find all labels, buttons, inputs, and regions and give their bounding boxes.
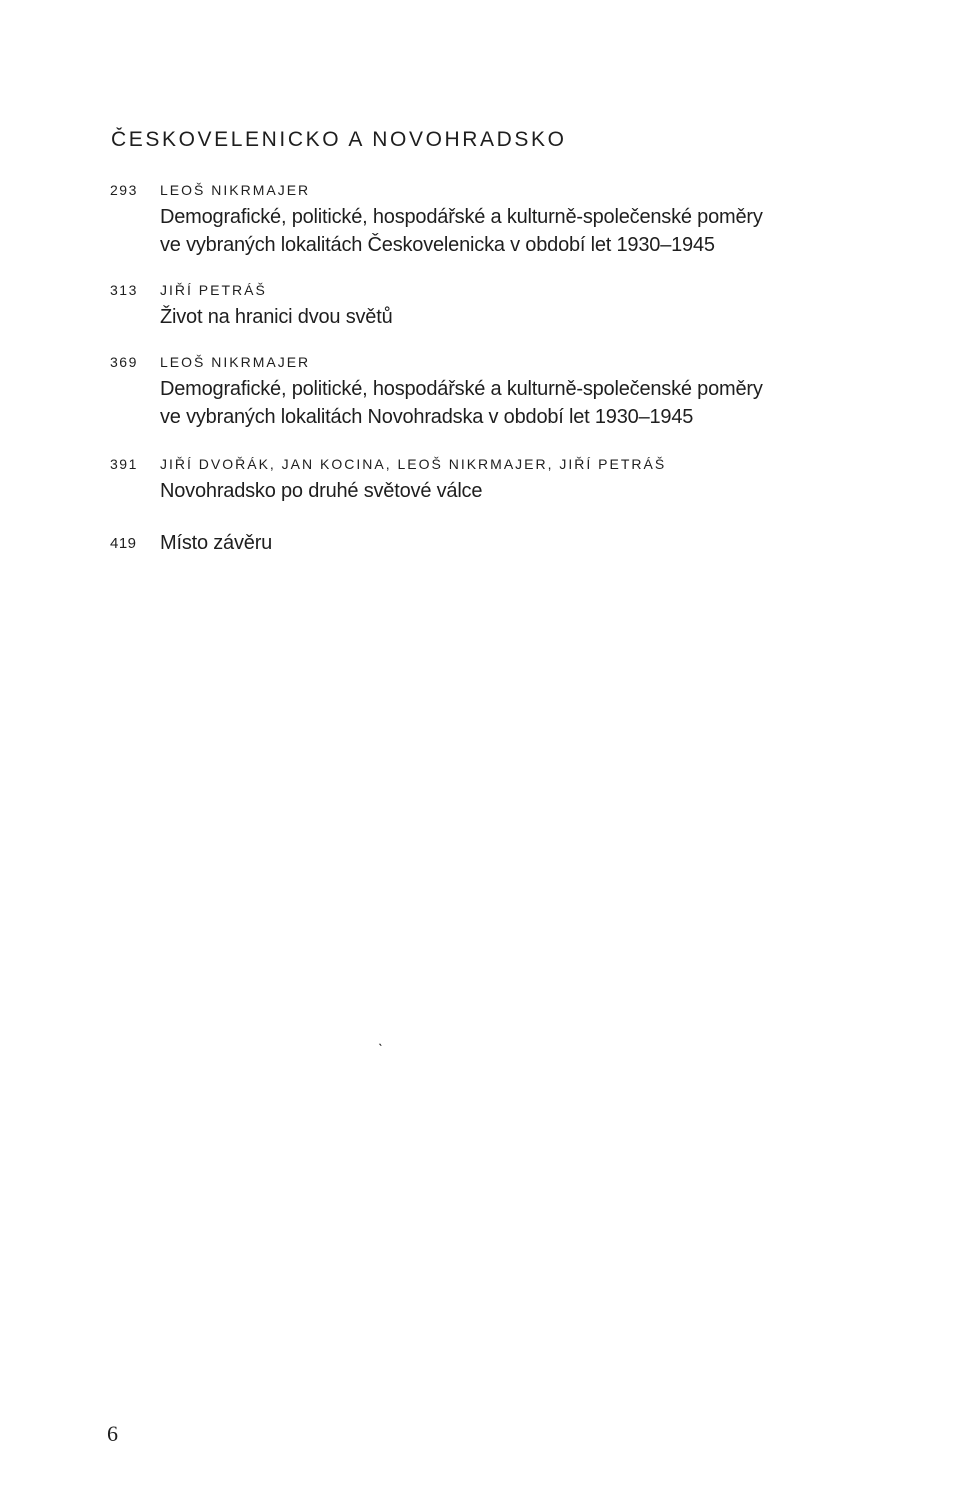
toc-page-number: 369	[110, 354, 138, 370]
toc-title	[160, 375, 763, 431]
section-heading: ČESKOVELENICKO A NOVOHRADSKO	[111, 128, 567, 151]
toc-title-line: Demografické, politické, hospodářské a kulturně-společenské poměry	[160, 206, 763, 228]
stray-mark: ˎ	[378, 1030, 384, 1047]
toc-title-line: Život na hranici dvou světů	[160, 306, 393, 328]
toc-title	[160, 303, 393, 331]
toc-title-line: ve vybraných lokalitách Českovelenicka v období let 1930–1945	[160, 234, 715, 256]
toc-page-number: 293	[110, 182, 138, 198]
toc-title-line: Novohradsko po druhé světové válce	[160, 480, 483, 502]
toc-page-number: 419	[110, 535, 137, 552]
toc-title-line: Demografické, politické, hospodářské a kulturně-společenské poměry	[160, 378, 763, 400]
toc-author: LEOŠ NIKRMAJER	[160, 182, 311, 198]
toc-title	[160, 477, 482, 505]
toc-page-number: 313	[110, 282, 138, 298]
toc-page-number: 391	[110, 456, 138, 472]
toc-author: JIŘÍ PETRÁŠ	[160, 282, 267, 298]
toc-title	[160, 529, 272, 557]
toc-author: JIŘÍ DVOŘÁK, JAN KOCINA, LEOŠ NIKRMAJER, JIŘÍ PETRÁŠ	[160, 456, 667, 472]
page-folio: 6	[107, 1421, 118, 1446]
toc-title-line: ve vybraných lokalitách Novohradska v období let 1930–1945	[160, 406, 694, 428]
toc-title	[160, 203, 763, 259]
toc-author: LEOŠ NIKRMAJER	[160, 354, 311, 370]
toc-title-line: Místo závěru	[160, 532, 273, 554]
